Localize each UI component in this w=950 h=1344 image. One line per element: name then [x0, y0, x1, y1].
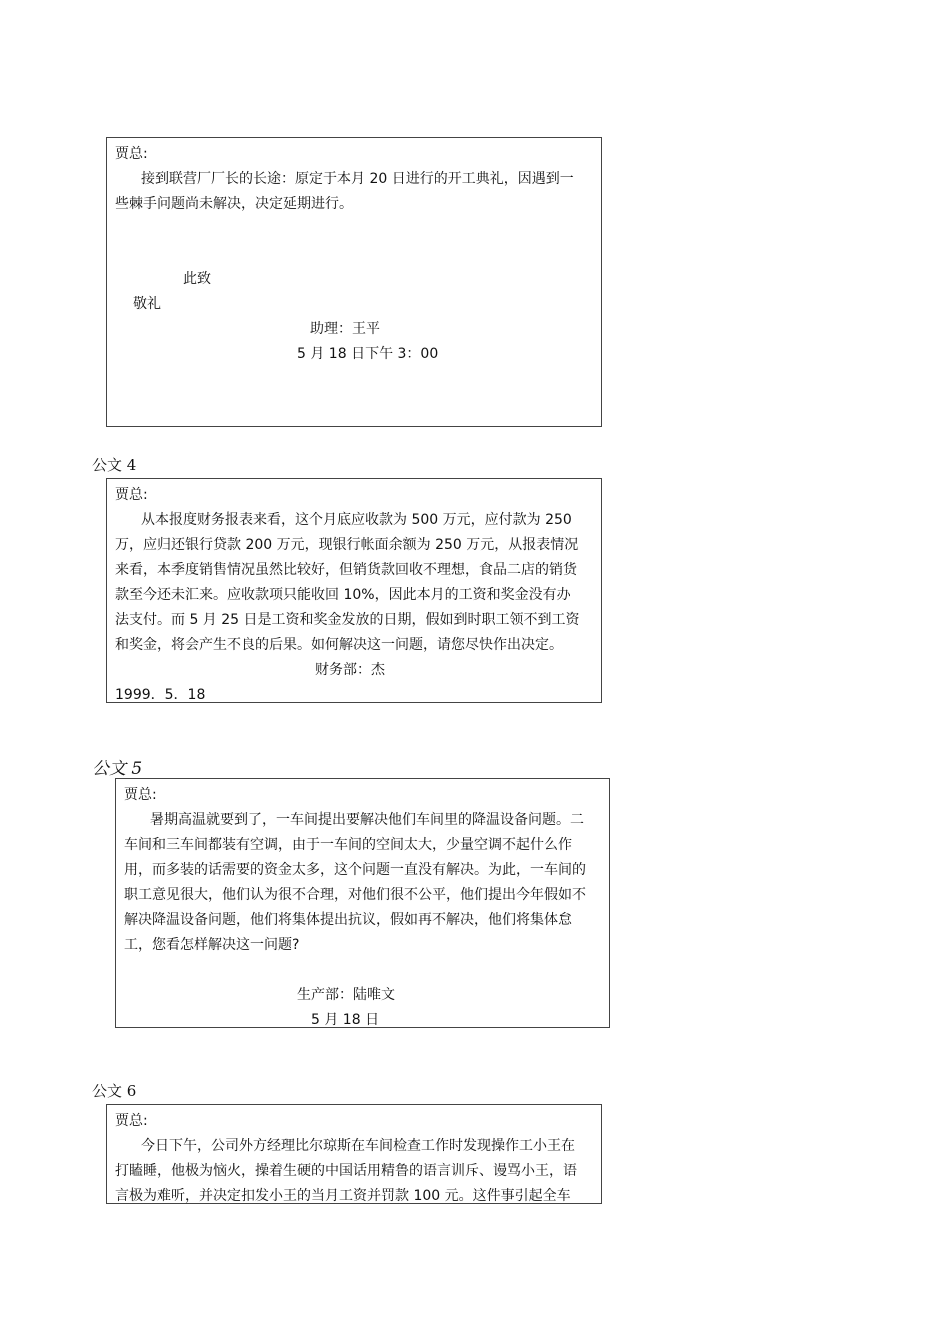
memo-date: 1999．5．18: [115, 687, 206, 703]
memo-body-line: 今日下午，公司外方经理比尔琼斯在车间检查工作时发现操作工小王在: [141, 1138, 575, 1154]
memo-body-line: 工，您看怎样解决这一问题?: [124, 937, 300, 953]
memo-body-line: 和奖金，将会产生不良的后果。如何解决这一问题，请您尽快作出决定。: [115, 637, 563, 653]
memo-signer: 财务部：杰: [315, 662, 385, 678]
memo-body-line: 法支付。而 5 月 25 日是工资和奖金发放的日期，假如到时职工领不到工资: [115, 612, 580, 628]
memo-body-line: 些棘手问题尚未解决，决定延期进行。: [115, 196, 353, 212]
memo-body-line: 车间和三车间都装有空调，由于一车间的空间太大，少量空调不起什么作: [124, 837, 572, 853]
memo-box-4: [106, 478, 602, 703]
memo-body-line: 职工意见很大，他们认为很不合理，对他们很不公平，他们提出今年假如不: [124, 887, 586, 903]
memo-body-line: 接到联营厂厂长的长途：原定于本月 20 日进行的开工典礼，因遇到一: [141, 171, 574, 187]
memo-date: 5 月 18 日: [311, 1012, 380, 1028]
memo-signer: 生产部：陆唯文: [297, 987, 395, 1003]
memo-box-3: [106, 137, 602, 427]
memo-closing: 敬礼: [133, 296, 161, 312]
memo-closing: 此致: [183, 271, 211, 287]
memo-label: 公文 6: [92, 1082, 137, 1100]
memo-body-line: 万，应归还银行贷款 200 万元，现银行帐面余额为 250 万元，从报表情况: [115, 537, 579, 553]
memo-body-line: 打瞌睡，他极为恼火，操着生硬的中国话用精鲁的语言训斥、谩骂小王，语: [115, 1163, 577, 1179]
memo-box-6: [106, 1104, 602, 1204]
memo-date: 5 月 18 日下午 3：00: [297, 346, 439, 362]
memo-body-line: 款至今还未汇来。应收款项只能收回 10%，因此本月的工资和奖金没有办: [115, 587, 571, 603]
memo-label: 公文 5: [92, 759, 143, 779]
memo-salutation: 贾总:: [115, 487, 148, 503]
memo-body-line: 解决降温设备问题，他们将集体提出抗议，假如再不解决，他们将集体怠: [124, 912, 572, 928]
memo-salutation: 贾总:: [115, 146, 148, 162]
memo-body-line: 来看，本季度销售情况虽然比较好，但销货款回收不理想，食品二店的销货: [115, 562, 577, 578]
memo-signer: 助理：王平: [310, 321, 380, 337]
memo-body-line: 从本报度财务报表来看，这个月底应收款为 500 万元，应付款为 250: [141, 512, 572, 528]
memo-body-line: 言极为难听，并决定扣发小王的当月工资并罚款 100 元。这件事引起全车: [115, 1188, 571, 1204]
memo-box-5: [115, 778, 610, 1028]
memo-salutation: 贾总:: [115, 1113, 148, 1129]
memo-label: 公文 4: [92, 456, 137, 474]
memo-body-line: 暑期高温就要到了，一车间提出要解决他们车间里的降温设备问题。二: [150, 812, 584, 828]
memo-salutation: 贾总:: [124, 787, 157, 803]
memo-body-line: 用，而多装的话需要的资金太多，这个问题一直没有解决。为此，一车间的: [124, 862, 586, 878]
